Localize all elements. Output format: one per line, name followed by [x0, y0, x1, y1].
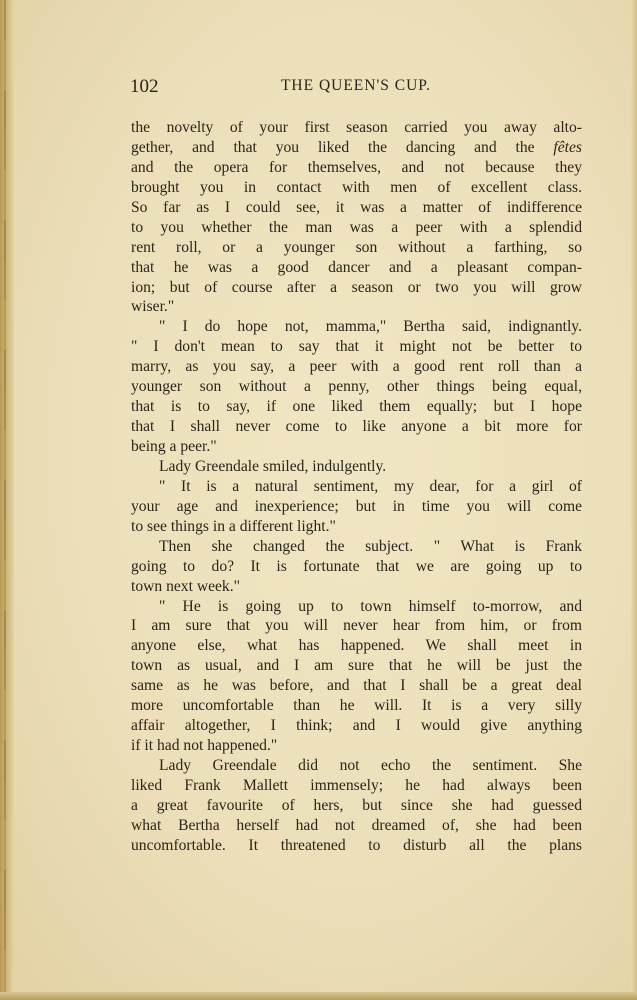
text-line: being a peer." [131, 438, 217, 455]
running-header [130, 76, 582, 100]
text-line: what Bertha herself had not dreamed of, she had been [131, 816, 582, 834]
page-bottom-edge [0, 992, 637, 1000]
text-line: to you whether the man was a peer with a splendid [131, 218, 582, 236]
text-line: affair altogether, I think; and I would give anything [131, 717, 582, 735]
text-line: younger son without a penny, other things being equal, [131, 378, 582, 396]
page-binding-edge [0, 0, 14, 1000]
text-line: if it had not happened." [131, 737, 278, 755]
text-line: " It is a natural sentiment, my dear, for a girl of [159, 477, 582, 495]
text-line: rent roll, or a younger son without a farthing, so [131, 238, 582, 256]
text-line: brought you in contact with men of excellent class. [131, 178, 582, 196]
text-line: town next week." [131, 577, 240, 595]
text-line: Lady Greendale did not echo the sentiment. She [159, 757, 582, 774]
text-line: same as he was before, and that I shall be a great deal [131, 677, 582, 695]
text-line: uncomfortable. It threatened to disturb all the plans [131, 836, 582, 854]
text-line: a great favourite of hers, but since she had guessed [131, 796, 582, 814]
text-line: " I do hope not, mamma," Bertha said, indignantly. [159, 318, 582, 336]
text-line: I am sure that you will never hear from him, or from [131, 617, 582, 635]
text-line: gether, and that you liked the dancing and the fêtes [131, 138, 582, 156]
text-line: that I shall never come to like anyone a bit more for [131, 418, 582, 436]
text-line: the novelty of your first season carried you away alto- [131, 119, 582, 136]
text-line: going to do? It is fortunate that we are going up to [131, 557, 582, 575]
text-line: " I don't mean to say that it might not be better to [131, 338, 582, 356]
page-number: 102 [130, 76, 159, 97]
text-line: anyone else, what has happened. We shall meet in [131, 637, 582, 655]
text-line: marry, as you say, a peer with a good rent roll than a [131, 358, 582, 376]
text-line: more uncomfortable than he will. It is a very silly [131, 697, 582, 715]
text-line: So far as I could see, it was a matter of indifference [131, 198, 582, 216]
page-right-edge [631, 0, 637, 1000]
running-title: THE QUEEN'S CUP. [280, 77, 432, 94]
text-line: ion; but of course after a season or two you will grow [131, 278, 582, 296]
text-line: wiser." [131, 298, 175, 316]
body-text [131, 118, 582, 856]
text-line: and the opera for themselves, and not because they [131, 158, 582, 176]
text-line: " He is going up to town himself to-morrow, and [159, 597, 582, 615]
text-line: that is to say, if one liked them equally; but I hope [131, 398, 582, 416]
text-line: Lady Greendale smiled, indulgently. [159, 457, 387, 475]
text-line: Then she changed the subject. " What is Frank [159, 537, 582, 555]
text-line: town as usual, and I am sure that he will be just the [131, 657, 582, 675]
text-line: that he was a good dancer and a pleasant compan- [131, 258, 582, 276]
text-line: to see things in a different light." [131, 517, 336, 535]
text-line: your age and inexperience; but in time you will come [131, 497, 582, 515]
italic-word: fêtes [553, 138, 582, 156]
text-line: liked Frank Mallett immensely; he had always been [131, 776, 582, 794]
